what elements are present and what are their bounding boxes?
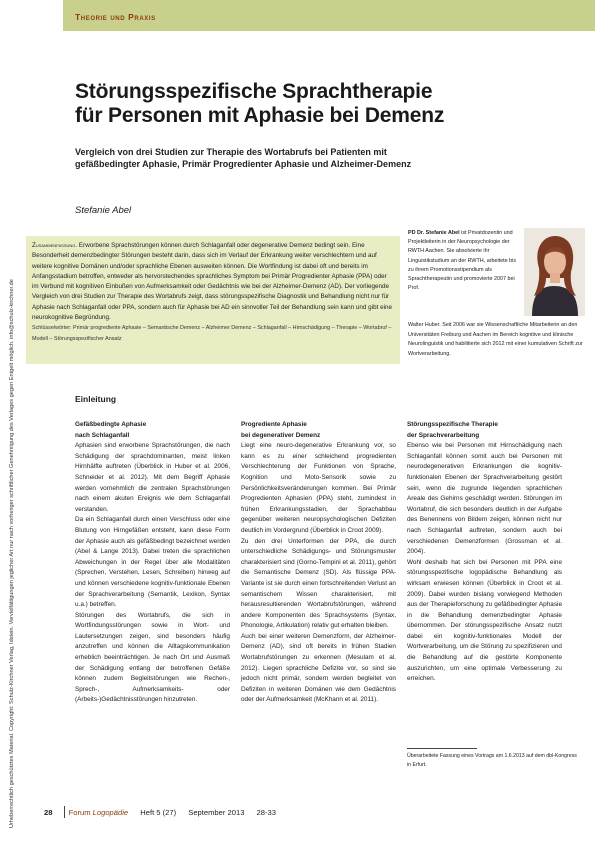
- column-1-paragraph-2: Da ein Schlaganfall durch einen Verschluss oder eine Blutung von Hirngefäßen entsteht, kann diese Form der Aphasie auch als gefäßbedingt bezeichnet werden (Abel & Lange 2013). Dabei treten die sprachlichen Abweichungen in der Regel über alle Modalitäten (Sprechen, Verstehen, Lesen, Schreiben) hinweg auf und können verschiedene kognitiv-funktionale Ebenen der Sprachverarbeitung (Semantik, Lexikon, Syntax u.a.) betreffen.: [75, 516, 230, 609]
- abstract-heading: Zusammenfassung.: [32, 242, 78, 249]
- author-portrait-image: [524, 228, 585, 316]
- section-heading: Einleitung: [75, 394, 117, 404]
- column-3-heading-line-2: der Sprachverarbeitung: [407, 431, 480, 439]
- column-1-paragraph-1: Aphasien sind erworbene Sprachstörungen, die nach Schädigung der sprachdominanten, meist linken Hirnhälfte auftreten (Überblick in Huber et al. 2006, Schneider et al. 2012). Mit dem Begriff Aphasie werden vornehmlich die zentralen Sprachstörungen nach einem akuten Ereignis wie dem Schlaganfall verstanden.: [75, 442, 230, 513]
- column-2-paragraph-1: Liegt eine neuro-degenerative Erkrankung vor, so kann es zu einer schleichend progredienten Verschlechterung der Funktionen von Sprache, Kognition und Moto-Sensorik sowie zu Persönlichkeitsveränderungen kommen. Bei Primär Progredienten Aphasien (PPA) steht, zumindest in frühen Erkrankungsstadien, der Sprachabbau gegenüber weiteren neuropsychologischen Defiziten deutlich im Vordergrund (Überblick in Croot 2009).: [241, 442, 396, 534]
- abstract-text: Erworbene Sprachstörungen können durch Schlaganfall oder degenerative Demenz bedingt sein. Eine Besonderheit demenzbedingter Störungen besteht darin, dass sich im Verlauf der Erkrankung weiter verschlechtern und auf weitere kognitive Domänen und/oder sprachliche Ebenen ausweiten können. Die Wortfindung ist dabei oft und bereits im Anfangsstadium betroffen, entweder als hervorstechendes sprachliches Symptom bei Primär Progredienter Aphasie (PPA) oder im Verbund mit kognitiven Einbußen von Aufmerksamkeit oder Gedächtnis wie bei der Alzheimer-Demenz (AD). Der vorliegende Vergleich von drei Studien zur Therapie des Wortabrufs zeigt, dass störungsspezifische Diagnostik und Behandlung nicht nur für Aphasie nach Schlaganfall oder PPA, sondern auch für Aphasie bei AD ein sinnvoller Teil der Behandlung sein kann und gibt eine neurokognitive Begründung.: [32, 242, 392, 322]
- bio-short: ist Privatdozentin und Projektleiterin in der Neuropsychologie der RWTH Aachen. Sie absolvierte ihr Linguistikstudium an der RWTH, arbeitete bis zu ihrem Promotionsstipendium als Sprachtherapeutin und promovierte 2007 bei Prof.: [408, 230, 517, 292]
- column-2-paragraph-2: Zu den drei Unterformen der PPA, die durch unterschiedliche Schädigungs- und Störungsmuster charakterisiert sind (Gorno-Tempini et al. 2011), gehört die Semantische Demenz (SD). Als flüssige PPA-Variante ist sie durch einen fortschreitenden Verlust an semantischem Wissen charakterisiert, mit herausresultierenden Wortabrufstörungen, während andere Komponenten des Sprachsystems (Syntax, Phonologie, Artikulation) relativ gut erhalten bleiben.: [241, 537, 396, 630]
- column-3-heading: [407, 420, 562, 441]
- footnote-divider: [407, 748, 477, 749]
- abstract-box: [26, 236, 400, 364]
- page-footer: [44, 808, 276, 817]
- author-bio: [408, 229, 520, 293]
- column-1-heading-line-2: nach Schlaganfall: [75, 431, 130, 439]
- copyright-notice: Urheberrechtlich geschütztes Material. Copyright: Schulz-Kirchner Verlag, Idstein. Vervielfältigungen jeglicher Art nur nach vorheriger schriftlicher Genehmigung des Verlages gegen Entgelt möglich. info@schulz-kirchner.de: [9, 279, 15, 828]
- page-range: 28-33: [256, 808, 276, 817]
- column-2-heading-line-2: bei degenerativer Demenz: [241, 431, 321, 439]
- journal-name-italic: Logopädie: [92, 808, 129, 817]
- footer-divider: [64, 806, 65, 818]
- column-3-heading-line-1: Störungsspezifische Therapie: [407, 421, 498, 428]
- bio-continued: Walter Huber. Seit 2006 war sie Wissenschaftliche Mitarbeiterin an den Universitäten Freiburg und Aachen im Bereich kognitive und klinische Neurolinguistik und habilitierte sich 2012 mit einer kumulativen Schrift zur Wortverarbeitung.: [408, 322, 583, 357]
- column-2-heading-line-1: Progrediente Aphasie: [241, 421, 307, 428]
- footnote: Überarbeitete Fassung eines Vortrags am 1.6.2013 auf dem dbl-Kongress in Erfurt.: [407, 753, 577, 768]
- section-label: Theorie und Praxis: [75, 12, 156, 22]
- title-line-2: für Personen mit Aphasie bei Demenz: [75, 104, 445, 127]
- article-title: [75, 80, 575, 128]
- author-name: Stefanie Abel: [75, 205, 132, 216]
- author-photo: [524, 228, 585, 316]
- page-number: 28: [44, 808, 53, 817]
- text-column-2: [241, 420, 396, 706]
- article-subtitle: Vergleich von drei Studien zur Therapie des Wortabrufs bei Patienten mit gefäßbedingter Aphasie, Primär Progredienter Aphasie und Alzheimer-Demenz: [75, 147, 412, 169]
- section-header-band: [63, 0, 595, 31]
- column-1-heading-line-1: Gefäßbedingte Aphasie: [75, 421, 147, 428]
- keywords: Schlüsselwörter: Primär progrediente Aphasie – Semantische Demenz – Alzheimer Demenz – Schlaganfall – Hirnschädigung – Therapie – Wortabruf – Modell – Störungsspezifischer Ansatz: [32, 325, 392, 342]
- text-column-1: [75, 420, 230, 706]
- journal-name: Forum: [68, 808, 91, 817]
- column-2-paragraph-3: Auch bei einer weiteren Demenzform, der Alzheimer-Demenz (AD), sind oft bereits in frühen Stadien Wortabrufstörungen zu erkennen (Mesulam et al. 2012). Liegen sprachliche Defizite vor, so sind sie jedoch nicht primär, sondern werden begleitet von Defiziten in weiteren Domänen wie dem Gedächtnis oder der Aufmerksamkeit (McKhann et al. 2011).: [241, 632, 396, 704]
- column-2-heading: [241, 420, 396, 441]
- column-3-paragraph-2: Wohl deshalb hat sich bei Personen mit PPA eine störungsspezifische logopädische Behandlung als wirksam erwiesen können (Überblick in Croot et al. 2009). Dabei wurden bislang vorwiegend Methoden aus der Therapieforschung zu gefäßbedingter Aphasie in die Behandlung demenzbedingter Aphasie übernommen. Der störungsspezifische Ansatz nutzt dabei ein kognitiv-funktionales Modell der Wortverarbeitung, um die Störung zu spezifizieren und die Behandlung auf die gestörte Komponente auszurichten, um eine optimale Verbesserung zu erreichen.: [407, 558, 562, 683]
- column-1-heading: [75, 420, 230, 441]
- title-line-1: Störungsspezifische Sprachtherapie: [75, 80, 433, 103]
- issue-date: September 2013: [188, 808, 245, 817]
- column-1-paragraph-3: Störungen des Wortabrufs, die sich in Wortfindungsstörungen sowie in Wort- und Lautersetzungen zeigen, sind besonders häufig anzutreffen und können die Alltagskommunikation erheblich beeinträchtigen. Je nach Ort und Ausmaß der Schädigung entlang der betroffenen Gefäße können zudem Begleitstörungen wie Rechen-, Sprech-, Aufmerksamkeits- oder (Arbeits-)Gedächtnisstörungen hinzutreten.: [75, 611, 230, 704]
- text-column-3: [407, 420, 562, 685]
- issue-number: Heft 5 (27): [140, 808, 177, 817]
- column-3-paragraph-1: Ebenso wie bei Personen mit Hirnschädigung nach Schlaganfall können somit auch bei Personen mit neurodegenerativen Erkrankungen die kognitiv-funktionalen Ebenen der Sprachverarbeitung gestört sein, wenn die zugrunde liegenden sprachlichen Areale des Gehirns geschädigt werden. Störungen im Wortabruf, die sich besonders deutlich in der Aufgabe des Benennens von Bildern zeigen, können nicht nur nach Schlaganfall auftreten, sondern auch bei verschiedenen Demenzformen (Grossman et al. 2004).: [407, 442, 562, 556]
- bio-name: PD Dr. Stefanie Abel: [408, 230, 460, 236]
